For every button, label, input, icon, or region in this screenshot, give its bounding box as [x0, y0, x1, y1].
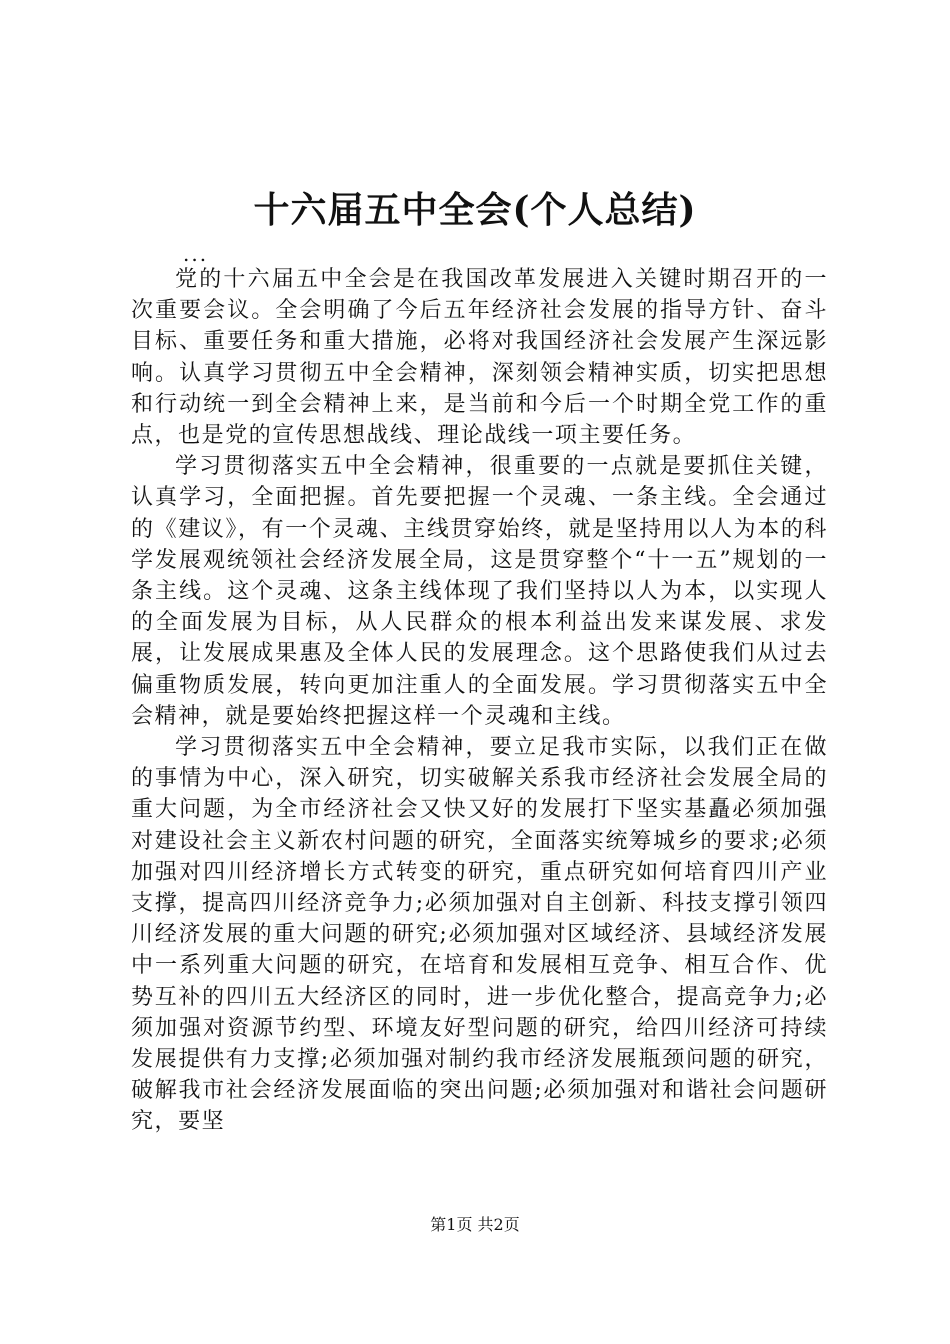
paragraph-1: 党的十六届五中全会是在我国改革发展进入关键时期召开的一次重要会议。全会明确了今后五年经济社会发展的指导方针、奋斗目标、重要任务和重大措施，必将对我国经济社会发展产生深远影响。认真学习贯彻五中全会精神，深刻领会精神实质，切实把思想和行动统一到全会精神上来，是当前和今后一个时期全党工作的重点，也是党的宣传思想战线、理论战线一项主要任务。	[131, 267, 828, 449]
paragraph-2: 学习贯彻落实五中全会精神，很重要的一点就是要抓住关键，认真学习，全面把握。首先要把握一个灵魂、一条主线。全会通过的《建议》，有一个灵魂、主线贯穿始终，就是坚持用以人为本的科学发展观统领社会经济发展全局，这是贯穿整个“十一五”规划的一条主线。这个灵魂、这条主线体现了我们坚持以人为本，以实现人的全面发展为目标，从人民群众的根本利益出发来谋发展、求发展，让发展成果惠及全体人民的发展理念。这个思路使我们从过去偏重物质发展，转向更加注重人的全面发展。学习贯彻落实五中全会精神，就是要始终把握这样一个灵魂和主线。	[131, 454, 828, 729]
document-title: 十六届五中全会(个人总结)	[253, 189, 697, 231]
paragraph-3: 学习贯彻落实五中全会精神，要立足我市实际，以我们正在做的事情为中心，深入研究，切实破解关系我市经济社会发展全局的重大问题，为全市经济社会又快又好的发展打下坚实基矗必须加强对建设社会主义新农村问题的研究，全面落实统筹城乡的要求;必须加强对四川经济增长方式转变的研究，重点研究如何培育四川产业支撑，提高四川经济竞争力;必须加强对自主创新、科技支撑引领四川经济发展的重大问题的研究;必须加强对区域经济、县域经济发展中一系列重大问题的研究，在培育和发展相互竞争、相互合作、优势互补的四川五大经济区的同时，进一步优化整合，提高竞争力;必须加强对资源节约型、环境友好型问题的研究，给四川经济可持续发展提供有力支撑;必须加强对制约我市经济发展瓶颈问题的研究，破解我市社会经济发展面临的突出问题;必须加强对和谐社会问题研究，要坚	[131, 735, 828, 1135]
document-body	[131, 264, 828, 1138]
page-number-footer: 第1页 共2页	[430, 1215, 520, 1234]
ellipsis-mark: ...	[183, 242, 209, 266]
